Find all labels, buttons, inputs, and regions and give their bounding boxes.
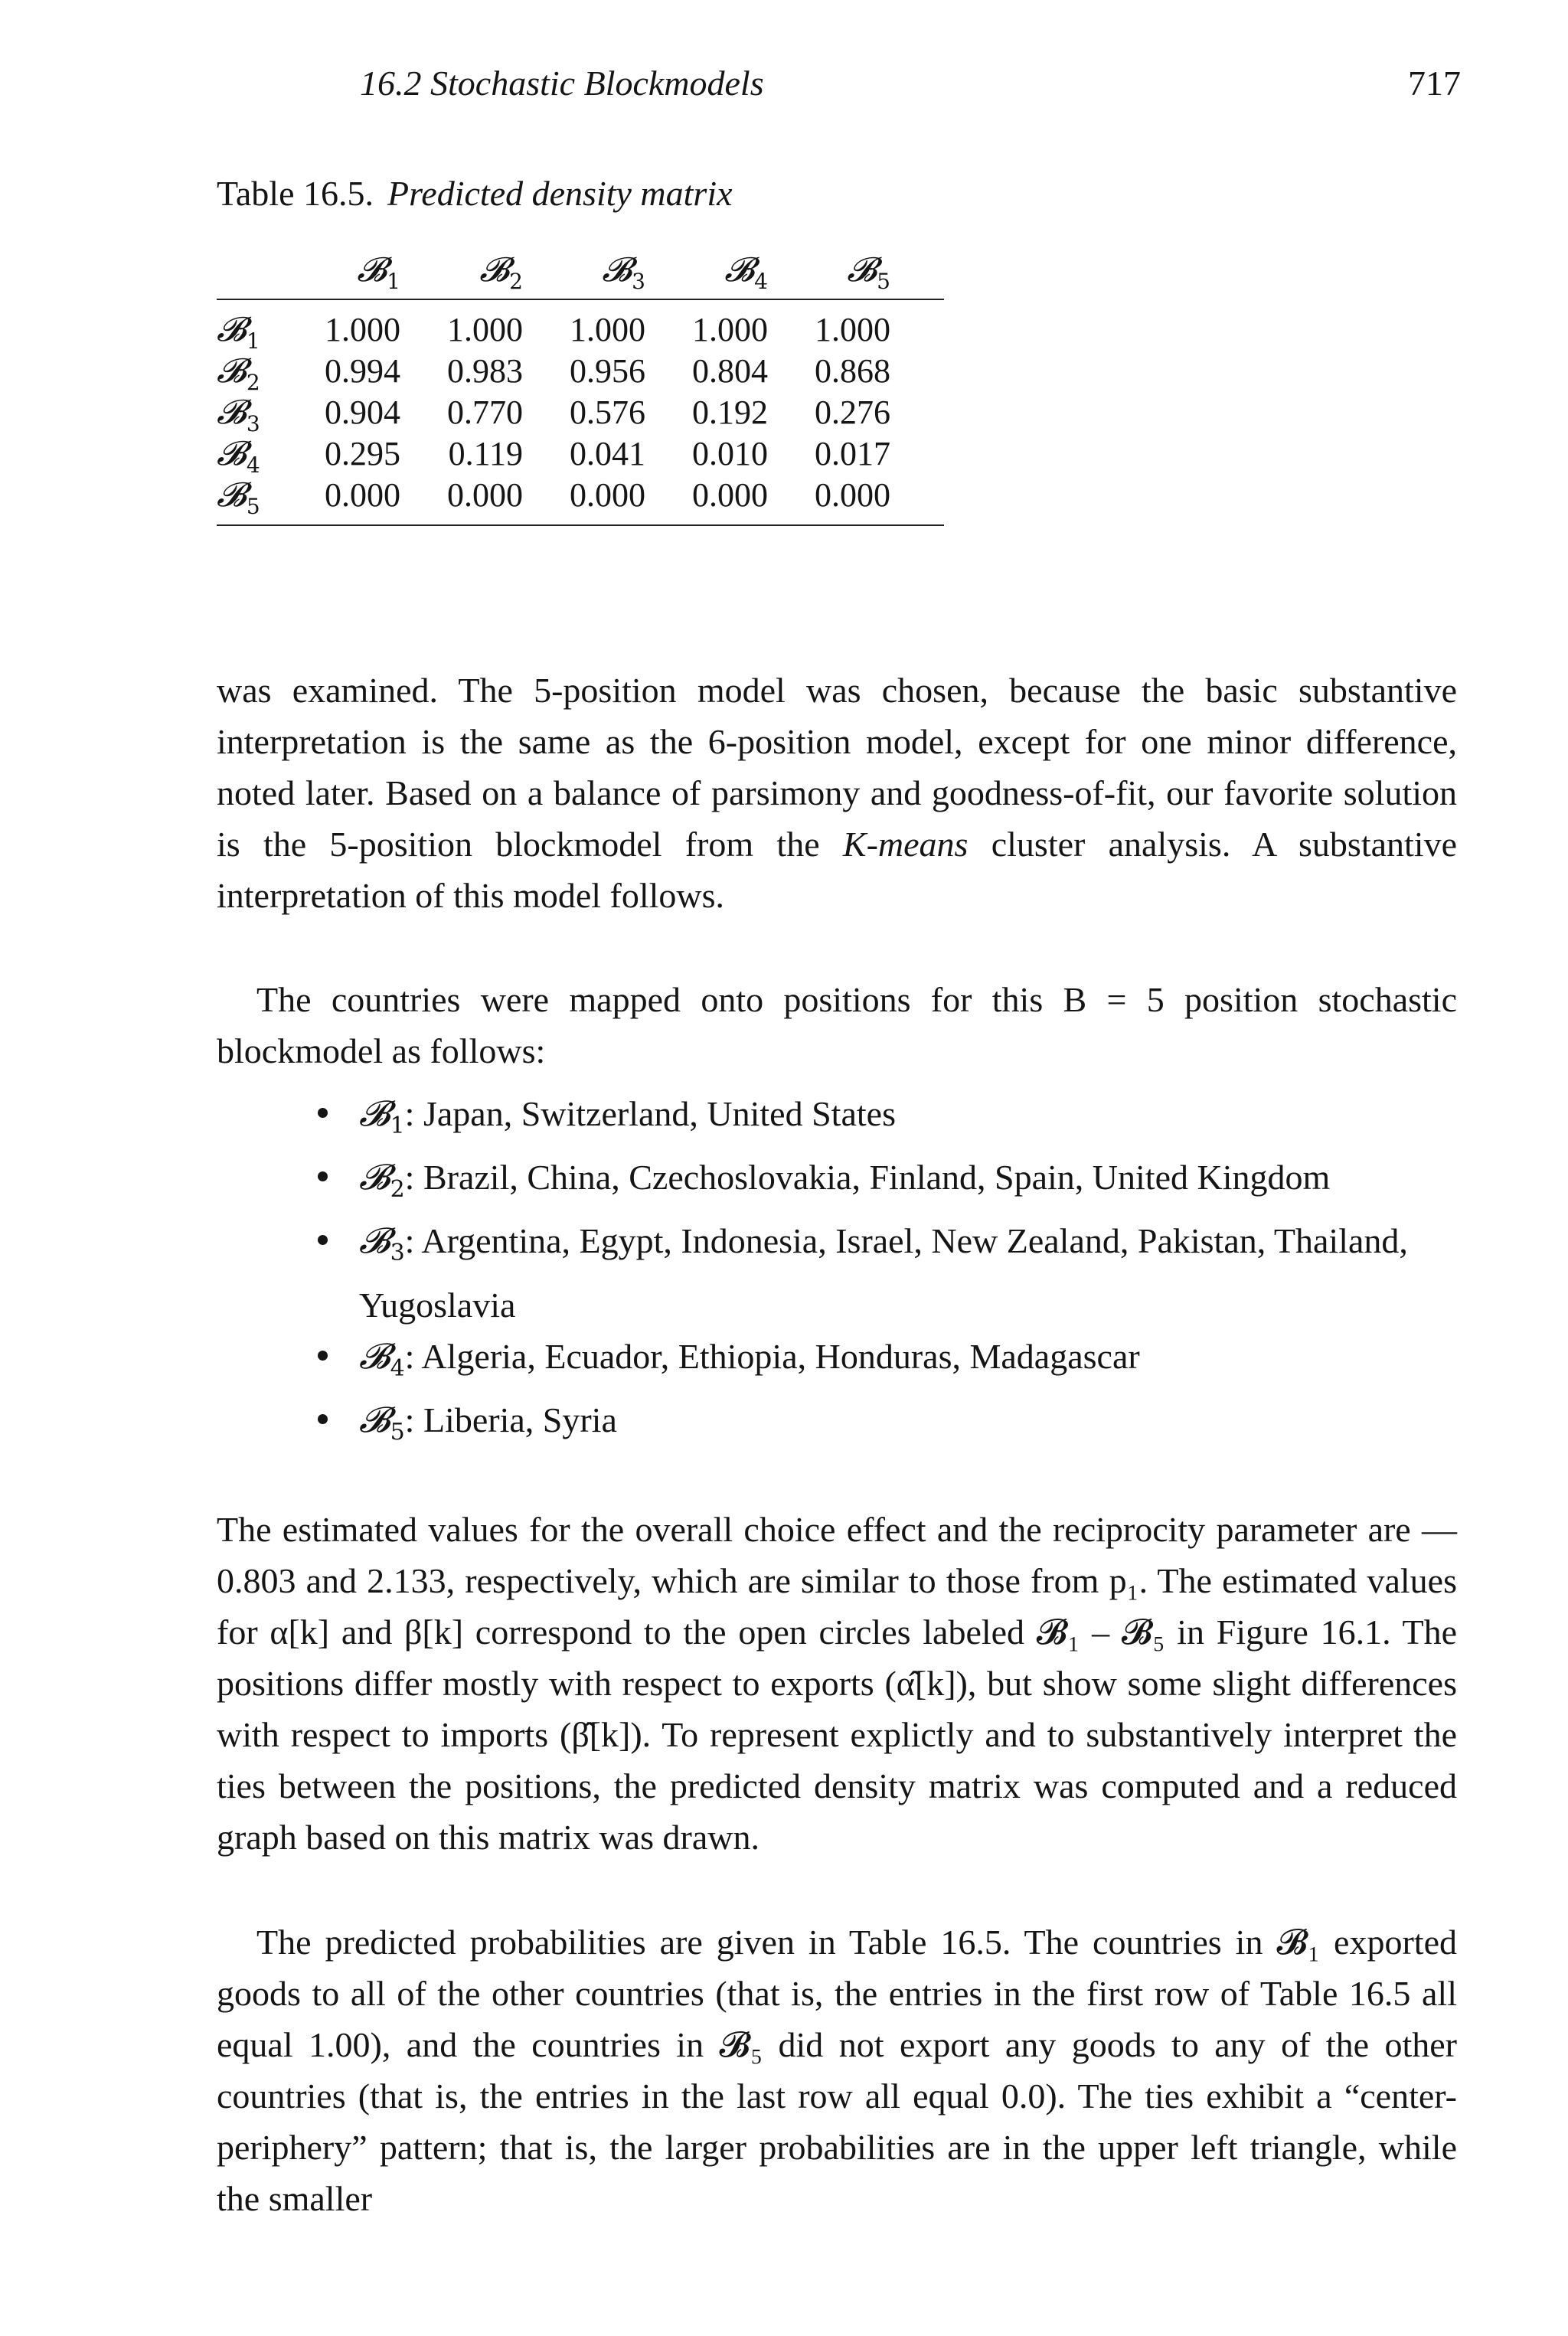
table-cell: 0.000 <box>447 476 523 514</box>
list-item <box>318 1152 1459 1215</box>
paragraph-2-text: The countries were mapped onto positions for this B = 5 position stochastic blockmodel as follows: <box>217 980 1457 1070</box>
table-row <box>217 393 944 436</box>
table-cell: 0.017 <box>815 435 890 472</box>
table-row <box>217 310 944 354</box>
table-cell: 0.804 <box>692 352 768 390</box>
table-cell: 1.000 <box>815 311 890 348</box>
paragraph-mapping <box>217 974 1457 1077</box>
column-header-B3: 𝓑$_3$ <box>602 250 645 294</box>
table-cell: 0.868 <box>815 352 890 390</box>
table-cell: 0.119 <box>448 435 523 472</box>
table-cell: 1.000 <box>570 311 645 348</box>
paragraph-1-text: was examined. The 5-position model was chosen, because the basic substantive interpretation is the same as the 6-position model, except for one minor difference, noted later. Based on a balance of parsimony and goodness-of-fit, our favorite solution is the 5-position blockmodel from the <box>217 671 1457 864</box>
page-number: 717 <box>1408 64 1461 103</box>
bullet-icon <box>318 1171 328 1181</box>
table-cell: 0.770 <box>447 394 523 431</box>
bullet-icon <box>318 1351 328 1361</box>
table-cell: 0.041 <box>570 435 645 472</box>
table-label: Table 16.5. <box>217 174 374 213</box>
position-symbol: 𝓑$_4$ <box>359 1335 405 1382</box>
position-symbol: 𝓑$_2$ <box>359 1156 405 1204</box>
table-cell: 0.000 <box>692 476 768 514</box>
table-cell: 0.000 <box>570 476 645 514</box>
table-title: Predicted density matrix <box>387 174 733 213</box>
table-bottom-rule <box>217 524 944 526</box>
paragraph-estimates <box>217 1504 1457 1863</box>
country-list: : Brazil, China, Czechoslovakia, Finland, Spain, United Kingdom <box>404 1158 1331 1197</box>
table-cell: 0.000 <box>325 476 400 514</box>
table-cell: 1.000 <box>447 311 523 348</box>
position-symbol: 𝓑$_3$ <box>359 1220 405 1267</box>
list-item <box>318 1331 1459 1394</box>
paragraph-examined <box>217 665 1457 921</box>
country-list: : Liberia, Syria <box>404 1400 617 1439</box>
table-cell: 0.276 <box>815 394 890 431</box>
table-cell: 1.000 <box>325 311 400 348</box>
country-list: : Algeria, Ecuador, Ethiopia, Honduras, Madagascar <box>404 1336 1140 1376</box>
k-means-term: K-means <box>842 825 969 864</box>
column-header-B4: 𝓑$_4$ <box>724 250 768 294</box>
bullet-icon <box>318 1414 328 1424</box>
running-head: 16.2 Stochastic Blockmodels <box>360 64 764 103</box>
row-header-B5: 𝓑$_5$ <box>217 475 260 519</box>
row-header-B3: 𝓑$_3$ <box>217 393 260 436</box>
position-symbol: 𝓑$_1$ <box>359 1093 405 1140</box>
row-header-B4: 𝓑$_4$ <box>217 434 260 478</box>
paragraph-1-tail: cluster analysis. A substantive interpretation of this model follows. <box>217 825 1457 915</box>
table-row <box>217 475 944 519</box>
table-cell: 1.000 <box>692 311 768 348</box>
country-list: : Argentina, Egypt, Indonesia, Israel, New Zealand, Pakistan, Thailand, Yugoslavia <box>359 1221 1408 1325</box>
table-cell: 0.994 <box>325 352 400 390</box>
column-header-B5: 𝓑$_5$ <box>847 250 890 294</box>
bullet-icon <box>318 1235 328 1245</box>
list-item <box>318 1215 1459 1330</box>
list-item <box>318 1088 1459 1152</box>
row-header-B1: 𝓑$_1$ <box>217 310 260 354</box>
table-cell: 0.904 <box>325 394 400 431</box>
table-cell: 0.000 <box>815 476 890 514</box>
paragraph-probabilities <box>217 1916 1457 2224</box>
column-header-B1: 𝓑$_1$ <box>357 250 400 294</box>
table-row <box>217 351 944 395</box>
position-assignment-list <box>318 1088 1459 1458</box>
table-cell: 0.192 <box>692 394 768 431</box>
table-cell: 0.956 <box>570 352 645 390</box>
table-header-rule <box>217 299 944 300</box>
table-caption <box>217 173 733 214</box>
list-item <box>318 1394 1459 1458</box>
column-header-B2: 𝓑$_2$ <box>479 250 523 294</box>
bullet-icon <box>318 1108 328 1118</box>
paragraph-4-text: The predicted probabilities are given in Table 16.5. The countries in 𝓑₁ exported goods to all of the other countries (that is, the entries in the first row of Table 16.5 all equal 1.00), and the countries in 𝓑₅ did not export any goods to any of the other countries (that is, the entries in the last row all equal 0.0). The ties exhibit a “center-periphery” pattern; that is, the larger probabilities are in the upper left triangle, while the smaller <box>217 1923 1457 2218</box>
position-symbol: 𝓑$_5$ <box>359 1398 405 1446</box>
paragraph-3-text: The estimated values for the overall choice effect and the reciprocity parameter are —0.803 and 2.133, respectively, which are similar to those from p₁. The estimated values for α[k] and β[k] correspond to the open circles labeled 𝓑₁ – 𝓑₅ in Figure 16.1. The positions differ mostly with respect to exports (α̂[k]), but show some slight differences with respect to imports (β̂[k]). To represent explictly and to substantively interpret the ties between the positions, the predicted density matrix was computed and a reduced graph based on this matrix was drawn. <box>217 1510 1457 1857</box>
table-cell: 0.010 <box>692 435 768 472</box>
table-cell: 0.295 <box>325 435 400 472</box>
country-list: : Japan, Switzerland, United States <box>404 1094 896 1133</box>
table-row <box>217 434 944 478</box>
row-header-B2: 𝓑$_2$ <box>217 351 260 395</box>
table-cell: 0.576 <box>570 394 645 431</box>
table-cell: 0.983 <box>447 352 523 390</box>
